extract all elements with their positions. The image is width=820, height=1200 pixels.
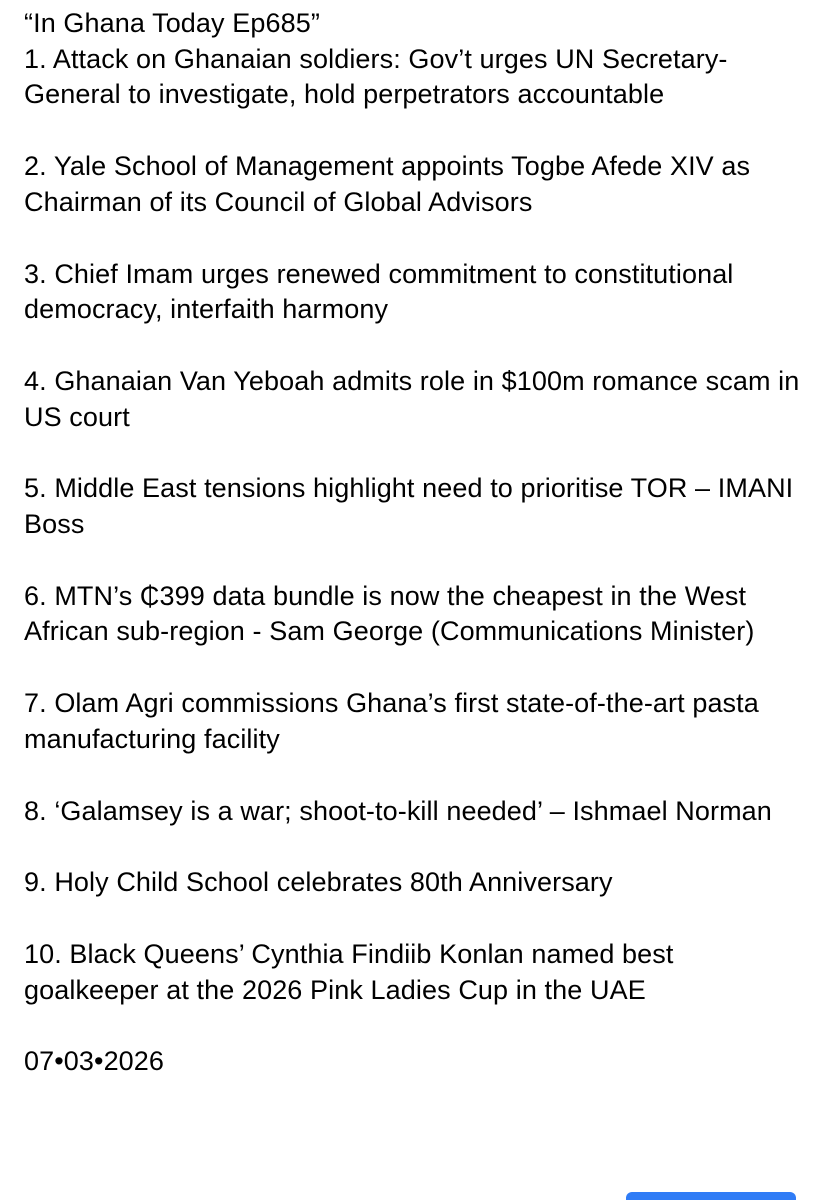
headline-item-8: 8. ‘Galamsey is a war; shoot-to-kill needed’ – Ishmael Norman (24, 795, 772, 826)
note-title: “In Ghana Today Ep685” (24, 8, 320, 38)
headline-item-4: 4. Ghanaian Van Yeboah admits role in $100m romance scam in US court (24, 365, 807, 432)
headline-item-9: 9. Holy Child School celebrates 80th Anniversary (24, 867, 613, 898)
headline-item-7: 7. Olam Agri commissions Ghana’s first state-of-the-art pasta manufacturing facility (24, 688, 767, 754)
headline-item-1: 1. Attack on Ghanaian soldiers: Gov’t urges UN Secretary-General to investigate, hold perpetrators accountable (24, 43, 728, 110)
headline-item-2: 2. Yale School of Management appoints Togbe Afede XIV as Chairman of its Council of Global Advisors (24, 151, 758, 217)
headline-item-5: 5. Middle East tensions highlight need to prioritise TOR – IMANI Boss (24, 473, 801, 540)
note-date: 07•03•2026 (24, 1046, 165, 1077)
headline-item-10: 10. Black Queens’ Cynthia Findiib Konlan named best goalkeeper at the 2026 Pink Ladies Cup in the UAE (24, 938, 682, 1005)
headline-item-3: 3. Chief Imam urges renewed commitment to constitutional democracy, interfaith harmony (24, 258, 742, 325)
headline-block-1 (24, 6, 804, 113)
note-body (24, 6, 807, 1080)
accent-button-edge[interactable] (626, 1192, 796, 1200)
headline-item-6: 6. MTN’s ₵399 data bundle is now the cheapest in the West African sub-region - Sam George (Communications Minister) (24, 580, 755, 647)
